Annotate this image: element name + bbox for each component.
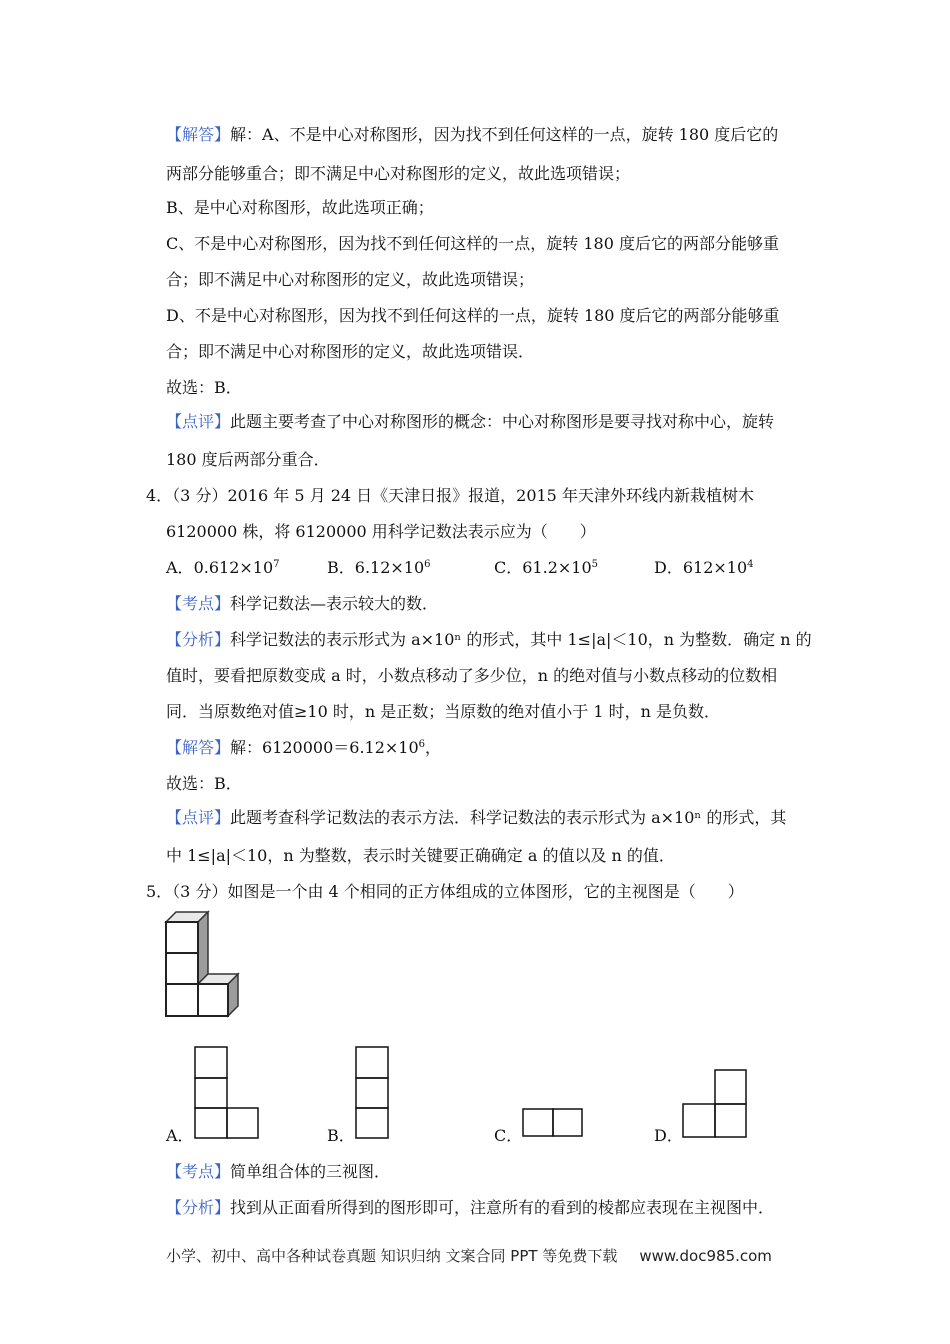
q3-choice: 故选：B． (166, 378, 242, 397)
q3-comment-line-1: 【点评】此题主要考查了中心对称图形的概念：中心对称图形是要寻找对称中心，旋转 (166, 412, 775, 431)
q4-option-d: D．$612\times 10^4$ (654, 558, 754, 577)
analysis-tag: 【分析】 (166, 630, 231, 649)
cube-solid-figure (166, 912, 246, 1018)
q3-answer-line-7: 合；即不满足中心对称图形的定义，故此选项错误． (166, 342, 535, 361)
q3-answer-line-1: 【解答】解：A、不是中心对称图形，因为找不到任何这样的一点，旋转 180 度后它的 (166, 125, 779, 144)
q4-analysis-line-1: 【分析】科学记数法的表示形式为 a×10ⁿ 的形式，其中 1≤|a|＜10，n 为整数．确定 n 的 (166, 630, 812, 649)
q4-comment-line-2: 中 1≤|a|＜10，n 为整数，表示时关键要正确确定 a 的值以及 n 的值． (166, 846, 675, 865)
q5-option-a-figure (194, 1046, 260, 1140)
q3-answer-line-3: B、是中心对称图形，故此选项正确； (166, 198, 434, 217)
q3-comment-line-2: 180 度后两部分重合． (166, 450, 330, 469)
comment-tag: 【点评】 (166, 808, 231, 827)
footer-text: 小学、初中、高中各种试卷真题 知识归纳 文案合同 PPT 等免费下载 (166, 1247, 618, 1265)
q4-point: 【考点】科学记数法—表示较大的数． (166, 594, 439, 613)
q3-answer-line-5: 合；即不满足中心对称图形的定义，故此选项错误； (166, 270, 535, 289)
q5-analysis: 【分析】找到从正面看所得到的图形即可，注意所有的看到的棱都应表现在主视图中． (166, 1198, 775, 1217)
q5-option-a-label: A． (166, 1126, 194, 1145)
q4-choice: 故选：B． (166, 774, 242, 793)
q3-answer-line-6: D、不是中心对称图形，因为找不到任何这样的一点，旋转 180 度后它的两部分能够重 (166, 306, 780, 325)
answer-tag: 【解答】 (166, 738, 231, 757)
q4-stem-line-2: 6120000 株，将 6120000 用科学记数法表示应为（ ） (166, 522, 596, 541)
answer-tag: 【解答】 (166, 125, 231, 144)
q5-stem: 5．（3 分）如图是一个由 4 个相同的正方体组成的立体图形，它的主视图是（ ） (146, 882, 744, 901)
q3-answer-line-4: C、不是中心对称图形，因为找不到任何这样的一点，旋转 180 度后它的两部分能够重 (166, 234, 779, 253)
analysis-tag: 【分析】 (166, 1198, 231, 1217)
q5-point: 【考点】简单组合体的三视图． (166, 1162, 391, 1181)
q5-option-b-label: B． (327, 1126, 355, 1145)
q5-option-c-label: C． (494, 1126, 523, 1145)
footer (166, 1245, 772, 1267)
q4-option-b: B．$6.12\times 10^6$ (327, 558, 431, 577)
q5-option-d-label: D． (654, 1126, 683, 1145)
q5-option-d-figure (682, 1069, 748, 1139)
point-tag: 【考点】 (166, 594, 231, 613)
q4-answer: 【解答】解：$6120000=6.12\times 10^6$， (166, 738, 442, 757)
q5-option-c-figure (522, 1108, 584, 1138)
q5-option-b-figure (355, 1046, 389, 1140)
q4-option-c: C．$61.2\times 10^5$ (494, 558, 599, 577)
q4-option-a: A．$0.612\times 10^7$ (166, 558, 280, 577)
footer-url[interactable]: www.doc985.com (639, 1247, 772, 1265)
q4-comment-line-1: 【点评】此题考查科学记数法的表示方法．科学记数法的表示形式为 a×10ⁿ 的形式，其 (166, 808, 787, 827)
q3-answer-line-2: 两部分能够重合；即不满足中心对称图形的定义，故此选项错误； (166, 164, 631, 183)
comment-tag: 【点评】 (166, 412, 231, 431)
q4-analysis-line-3: 同．当原数绝对值≥10 时，n 是正数；当原数的绝对值小于 1 时，n 是负数． (166, 702, 720, 721)
point-tag: 【考点】 (166, 1162, 231, 1181)
q4-analysis-line-2: 值时，要看把原数变成 a 时，小数点移动了多少位，n 的绝对值与小数点移动的位数相 (166, 666, 778, 685)
q4-stem-line-1: 4．（3 分）2016 年 5 月 24 日《天津日报》报道，2015 年天津外环线内新栽植树木 (146, 486, 754, 505)
